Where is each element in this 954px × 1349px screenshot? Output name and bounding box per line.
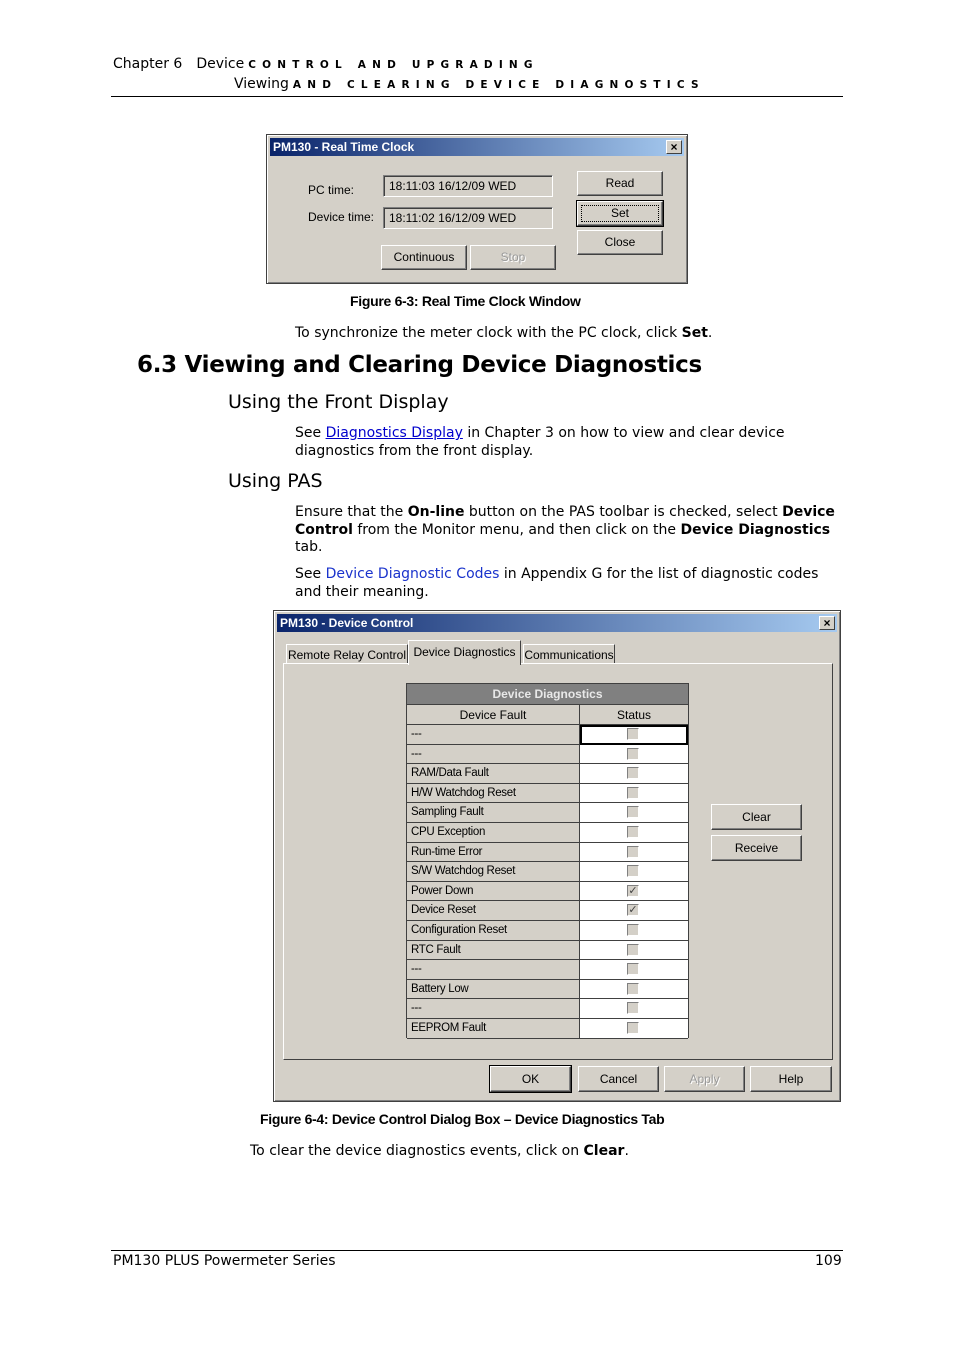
unchecked-checkbox-icon[interactable] <box>627 748 639 760</box>
figure-6-3-caption: Figure 6-3: Real Time Clock Window <box>350 293 581 309</box>
receive-button[interactable]: Receive <box>711 835 802 861</box>
fault-name-cell: RAM/Data Fault <box>407 764 580 784</box>
dc-title-bar: PM130 - Device Control × <box>277 614 837 632</box>
footer-product: PM130 PLUS Powermeter Series <box>113 1253 336 1269</box>
real-time-clock-dialog <box>266 134 688 284</box>
rtc-close-x-icon[interactable]: × <box>666 140 682 154</box>
table-row[interactable] <box>407 921 688 941</box>
device-time-label: Device time: <box>308 210 375 224</box>
grid-header-row <box>407 705 688 725</box>
grid-title: Device Diagnostics <box>407 684 688 705</box>
unchecked-checkbox-icon[interactable] <box>627 767 639 779</box>
unchecked-checkbox-icon[interactable] <box>627 1002 639 1014</box>
status-cell[interactable] <box>580 803 688 823</box>
fault-name-cell: --- <box>407 725 580 745</box>
front-display-paragraph: See Diagnostics Display in Chapter 3 on how to view and clear device diagnostics from the front display. <box>295 425 785 459</box>
table-row[interactable] <box>407 784 688 804</box>
page-number: 109 <box>815 1253 842 1269</box>
fault-name-cell: Run-time Error <box>407 843 580 863</box>
figure-6-4-caption: Figure 6-4: Device Control Dialog Box – Device Diagnostics Tab <box>260 1111 665 1127</box>
status-cell[interactable] <box>580 901 688 921</box>
table-row[interactable] <box>407 745 688 765</box>
status-cell[interactable] <box>580 823 688 843</box>
apply-button[interactable]: Apply <box>664 1066 745 1092</box>
using-pas-heading: Using PAS <box>228 470 323 492</box>
table-row[interactable] <box>407 843 688 863</box>
table-row[interactable] <box>407 960 688 980</box>
tab-remote-relay-control[interactable]: Remote Relay Control <box>286 644 408 664</box>
tab-device-diagnostics[interactable]: Device Diagnostics <box>408 640 521 665</box>
diagnostics-display-link[interactable]: Diagnostics Display <box>325 425 463 441</box>
unchecked-checkbox-icon[interactable] <box>627 806 639 818</box>
help-button[interactable]: Help <box>750 1066 832 1092</box>
table-row[interactable] <box>407 725 688 745</box>
status-cell[interactable] <box>580 882 688 902</box>
status-cell[interactable] <box>580 1019 688 1039</box>
fault-name-cell: Power Down <box>407 882 580 902</box>
clear-instruction: To clear the device diagnostics events, click on Clear. <box>250 1143 629 1159</box>
column-header-device-fault: Device Fault <box>407 705 580 725</box>
table-row[interactable] <box>407 941 688 961</box>
table-row[interactable] <box>407 764 688 784</box>
device-diagnostics-grid <box>406 683 689 1038</box>
table-row[interactable] <box>407 882 688 902</box>
unchecked-checkbox-icon[interactable] <box>627 983 639 995</box>
running-header-chapter: Chapter 6 Device CONTROL AND UPGRADING <box>113 56 539 72</box>
status-cell[interactable] <box>580 941 688 961</box>
pc-time-label: PC time: <box>308 183 355 197</box>
table-row[interactable] <box>407 803 688 823</box>
checked-checkbox-icon[interactable]: ✓ <box>628 904 638 917</box>
read-button[interactable]: Read <box>577 171 663 196</box>
table-row[interactable] <box>407 901 688 921</box>
unchecked-checkbox-icon[interactable] <box>627 826 639 838</box>
set-button[interactable]: Set <box>577 201 663 226</box>
status-cell[interactable] <box>580 843 688 863</box>
status-cell[interactable] <box>580 960 688 980</box>
status-cell[interactable] <box>580 725 688 745</box>
tab-communications[interactable]: Communications <box>523 644 615 664</box>
unchecked-checkbox-icon[interactable] <box>627 787 639 799</box>
status-cell[interactable] <box>580 784 688 804</box>
section-heading: 6.3 Viewing and Clearing Device Diagnostics <box>137 352 702 378</box>
unchecked-checkbox-icon[interactable] <box>627 846 639 858</box>
fault-name-cell: RTC Fault <box>407 941 580 961</box>
fault-name-cell: S/W Watchdog Reset <box>407 862 580 882</box>
unchecked-checkbox-icon[interactable] <box>627 924 639 936</box>
status-cell[interactable] <box>580 764 688 784</box>
status-cell[interactable] <box>580 862 688 882</box>
table-row[interactable] <box>407 1019 688 1039</box>
diagnostic-codes-link[interactable]: Device Diagnostic Codes <box>325 566 500 582</box>
dc-close-x-icon[interactable]: × <box>819 616 835 630</box>
sync-instruction: To synchronize the meter clock with the PC clock, click Set. <box>295 325 713 341</box>
unchecked-checkbox-icon[interactable] <box>627 728 639 740</box>
fault-name-cell: EEPROM Fault <box>407 1019 580 1039</box>
table-row[interactable] <box>407 862 688 882</box>
pc-time-field[interactable]: 18:11:03 16/12/09 WED <box>383 175 553 197</box>
status-cell[interactable] <box>580 999 688 1019</box>
fault-name-cell: Battery Low <box>407 980 580 1000</box>
close-button[interactable]: Close <box>577 230 663 255</box>
continuous-button[interactable]: Continuous <box>381 245 467 270</box>
status-cell[interactable] <box>580 745 688 765</box>
rtc-title-bar: PM130 - Real Time Clock × <box>270 138 684 156</box>
status-cell[interactable] <box>580 921 688 941</box>
column-header-status: Status <box>580 705 688 725</box>
device-time-field[interactable]: 18:11:02 16/12/09 WED <box>383 207 553 229</box>
clear-button[interactable]: Clear <box>711 804 802 830</box>
fault-name-cell: H/W Watchdog Reset <box>407 784 580 804</box>
table-row[interactable] <box>407 999 688 1019</box>
unchecked-checkbox-icon[interactable] <box>627 963 639 975</box>
fault-name-cell: Sampling Fault <box>407 803 580 823</box>
fault-name-cell: --- <box>407 999 580 1019</box>
footer-divider <box>111 1250 843 1251</box>
cancel-button[interactable]: Cancel <box>578 1066 659 1092</box>
unchecked-checkbox-icon[interactable] <box>627 1022 639 1034</box>
checked-checkbox-icon[interactable]: ✓ <box>628 884 638 897</box>
ok-button[interactable]: OK <box>490 1066 571 1092</box>
status-cell[interactable] <box>580 980 688 1000</box>
header-divider <box>111 96 843 97</box>
set-focus-rect <box>581 205 659 222</box>
fault-name-cell: --- <box>407 745 580 765</box>
fault-name-cell: Configuration Reset <box>407 921 580 941</box>
unchecked-checkbox-icon[interactable] <box>627 865 639 877</box>
fault-name-cell: Device Reset <box>407 901 580 921</box>
table-row[interactable] <box>407 823 688 843</box>
pas-paragraph-2: See Device Diagnostic Codes in Appendix G for the list of diagnostic codes and their meaning. <box>295 566 819 600</box>
unchecked-checkbox-icon[interactable] <box>627 944 639 956</box>
fault-name-cell: CPU Exception <box>407 823 580 843</box>
fault-name-cell: --- <box>407 960 580 980</box>
stop-button[interactable]: Stop <box>470 245 556 270</box>
table-row[interactable] <box>407 980 688 1000</box>
pas-paragraph-1: Ensure that the On-line button on the PAS toolbar is checked, select Device Control from the Monitor menu, and then click on the Device Diagnostics tab. <box>295 504 835 555</box>
front-display-heading: Using the Front Display <box>228 391 449 413</box>
running-header-section: Viewing AND CLEARING DEVICE DIAGNOSTICS <box>234 76 705 92</box>
